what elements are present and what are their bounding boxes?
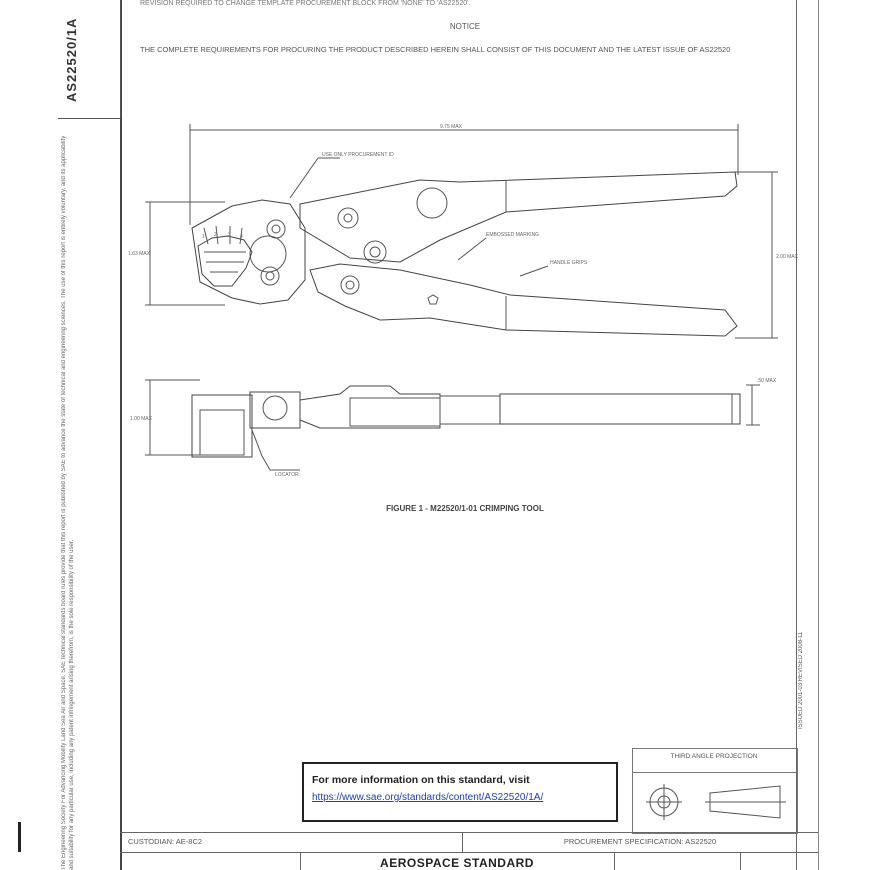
positioner-label: USE ONLY PROCUREMENT ID bbox=[322, 152, 394, 158]
side-legal-text: The Engineering Society For Advancing Mobility Land Sea Air and Space. SAE technical standards board rules provide that this report is published by SAE to advance the state of technical and engineering sciences. The use of this report is entirely voluntary, and its applicability and suitability for any particular use, including any patent infringement arising therefrom, is the sole responsibility of the user. bbox=[61, 135, 75, 870]
footer-middle-rule bbox=[120, 852, 818, 853]
turret-label-2: 2 bbox=[214, 232, 217, 238]
footer-divider bbox=[462, 832, 463, 852]
projection-title: THIRD ANGLE PROJECTION bbox=[670, 753, 758, 760]
upper-handle-outline bbox=[300, 172, 737, 262]
standard-type-title: AEROSPACE STANDARD bbox=[380, 856, 534, 870]
turret-outer bbox=[250, 236, 286, 272]
notice-heading: NOTICE bbox=[449, 22, 481, 31]
footer-divider-3 bbox=[614, 852, 615, 870]
length-label: 9.75 MAX bbox=[440, 124, 462, 130]
die-cavity bbox=[198, 236, 252, 286]
figure-caption: FIGURE 1 - M22520/1-01 CRIMPING TOOL bbox=[386, 504, 544, 513]
side-thickness-label: .50 MAX bbox=[757, 378, 777, 384]
revision-dates: ISSUED 2001-03 REVISED 2008-11 bbox=[798, 631, 804, 729]
revision-note: REVISION REQUIRED TO CHANGE TEMPLATE PROCUREMENT BLOCK FROM 'NONE' TO 'AS22520'. bbox=[140, 0, 471, 7]
side-frame bbox=[300, 386, 440, 428]
turret-label-3: 3 bbox=[228, 232, 231, 238]
projection-block bbox=[632, 748, 798, 834]
left-height-label: 1.63 MAX bbox=[128, 251, 150, 257]
procurement-spec: PROCUREMENT SPECIFICATION: AS22520 bbox=[563, 837, 717, 846]
ratchet-label: EMBOSSED MARKING bbox=[486, 232, 540, 238]
side-turret bbox=[250, 392, 300, 428]
lower-pivot-pin bbox=[341, 276, 359, 294]
side-head bbox=[192, 395, 252, 457]
turret-label-1: 1 bbox=[202, 234, 205, 240]
projection-divider bbox=[632, 772, 796, 773]
ratchet-release bbox=[428, 295, 438, 304]
side-height-label: 1.00 MAX bbox=[130, 416, 152, 422]
handle-label: HANDLE GRIPS bbox=[550, 260, 588, 266]
standard-link[interactable]: https://www.sae.org/standards/content/AS22520/1A/ bbox=[312, 792, 544, 803]
side-handle bbox=[500, 394, 740, 424]
locator-leader bbox=[252, 430, 270, 470]
footer-divider-4 bbox=[740, 852, 741, 870]
footer-top-rule bbox=[120, 832, 818, 833]
more-info-title: For more information on this standard, visit bbox=[312, 774, 530, 786]
upper-pivot-pin bbox=[338, 208, 358, 228]
document-number: AS22520/1A bbox=[64, 17, 79, 103]
right-height-label: 2.00 MAX bbox=[776, 254, 798, 260]
locator-label: LOCATOR bbox=[275, 472, 299, 478]
upper-handle-hole bbox=[417, 188, 447, 218]
procurement-requirement: THE COMPLETE REQUIREMENTS FOR PROCURING THE PRODUCT DESCRIBED HEREIN SHALL CONSIST OF THIS DOCUMENT AND THE LATEST ISSUE OF AS22520 bbox=[140, 45, 731, 54]
turret-label-4: 4 bbox=[240, 234, 243, 240]
custodian-label: CUSTODIAN: AE-8C2 bbox=[128, 837, 203, 846]
head-pivot-upper bbox=[267, 220, 285, 238]
